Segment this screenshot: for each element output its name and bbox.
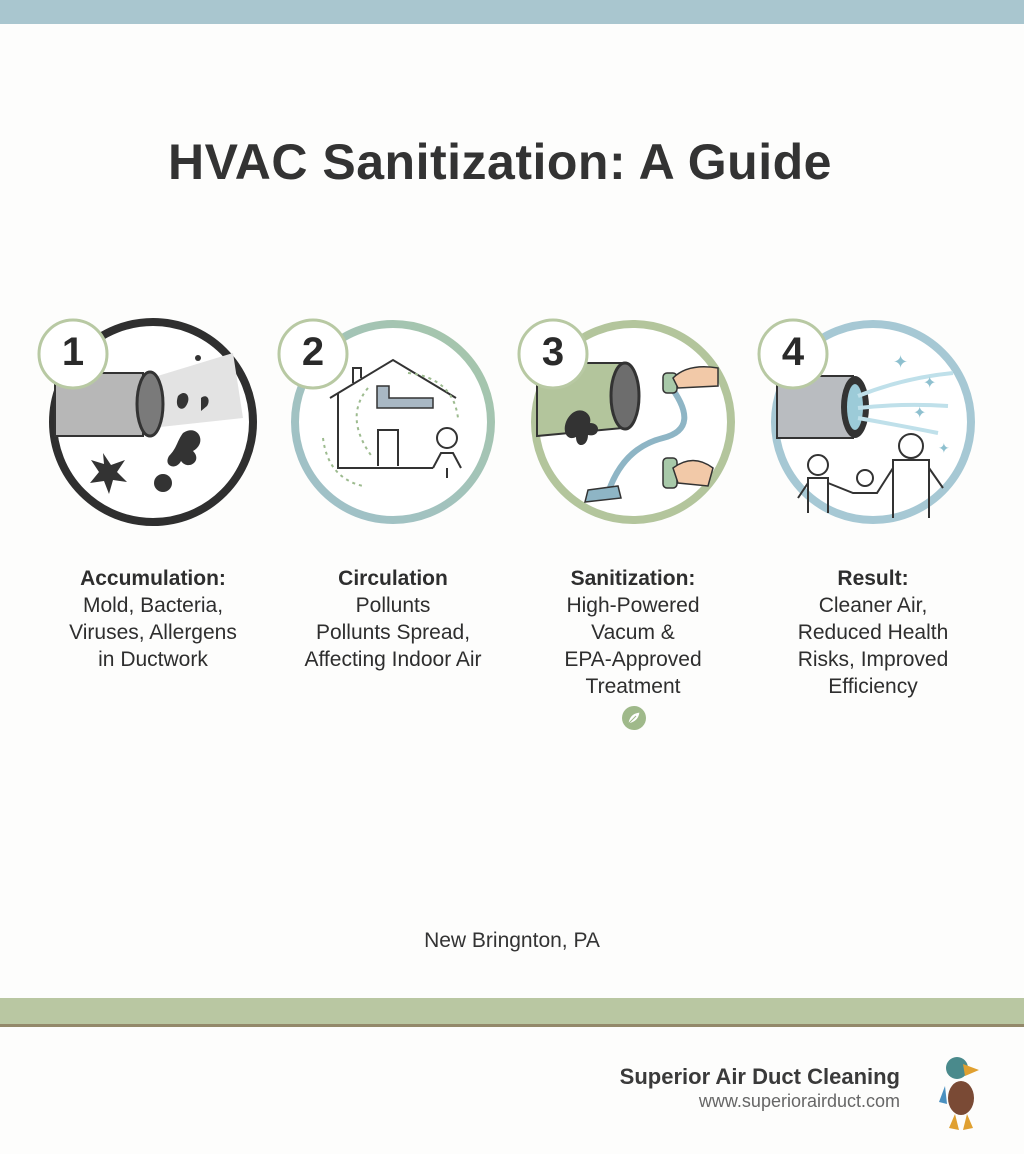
leaf-icon	[621, 705, 647, 731]
svg-text:✦: ✦	[938, 440, 950, 456]
step-number: 2	[301, 330, 325, 374]
svg-text:✦: ✦	[913, 405, 927, 422]
step-number: 3	[541, 330, 565, 374]
page-title: HVAC Sanitization: A Guide	[168, 134, 832, 190]
company-url[interactable]: www.superiorairduct.com	[698, 1091, 900, 1111]
step-text-line: Vacum &	[591, 621, 675, 644]
step-heading: Accumulation:	[80, 567, 226, 590]
step-caption	[273, 565, 513, 673]
step-number: 1	[61, 330, 85, 374]
step-text-line: Pollunts Spread,	[315, 621, 471, 644]
location-text: New Bringnton, PA	[424, 929, 600, 952]
step-text-line: High-Powered	[566, 594, 700, 617]
step-text-line: Treatment	[585, 675, 681, 698]
footer-band	[0, 998, 1024, 1027]
step-text-line: Risks, Improved	[797, 648, 949, 671]
mascot-logo	[935, 1050, 991, 1134]
step-text-line: Pollunts	[355, 594, 431, 617]
company-name: Superior Air Duct Cleaning	[619, 1064, 900, 1089]
footer-brand	[620, 1064, 900, 1112]
step-caption	[33, 565, 273, 673]
step-heading: Sanitization:	[570, 567, 696, 590]
step-heading: Result:	[837, 567, 909, 590]
step-text-line: Efficiency	[828, 675, 918, 698]
step-text-line: Mold, Bacteria,	[82, 594, 224, 617]
step-text-line: Affecting Indoor Air	[304, 648, 482, 671]
step-text-line: Reduced Health	[797, 621, 949, 644]
step-caption	[753, 565, 993, 700]
step-caption	[513, 565, 753, 700]
svg-text:✦: ✦	[923, 375, 937, 392]
step-text-line: Cleaner Air,	[818, 594, 928, 617]
step-heading: Circulation	[338, 567, 448, 590]
step-text-line: EPA-Approved	[564, 648, 702, 671]
top-bar	[0, 0, 1024, 24]
step-number: 4	[781, 330, 805, 374]
svg-text:✦: ✦	[893, 352, 909, 372]
step-text-line: in Ductwork	[98, 648, 208, 671]
step-text-line: Viruses, Allergens	[69, 621, 237, 644]
